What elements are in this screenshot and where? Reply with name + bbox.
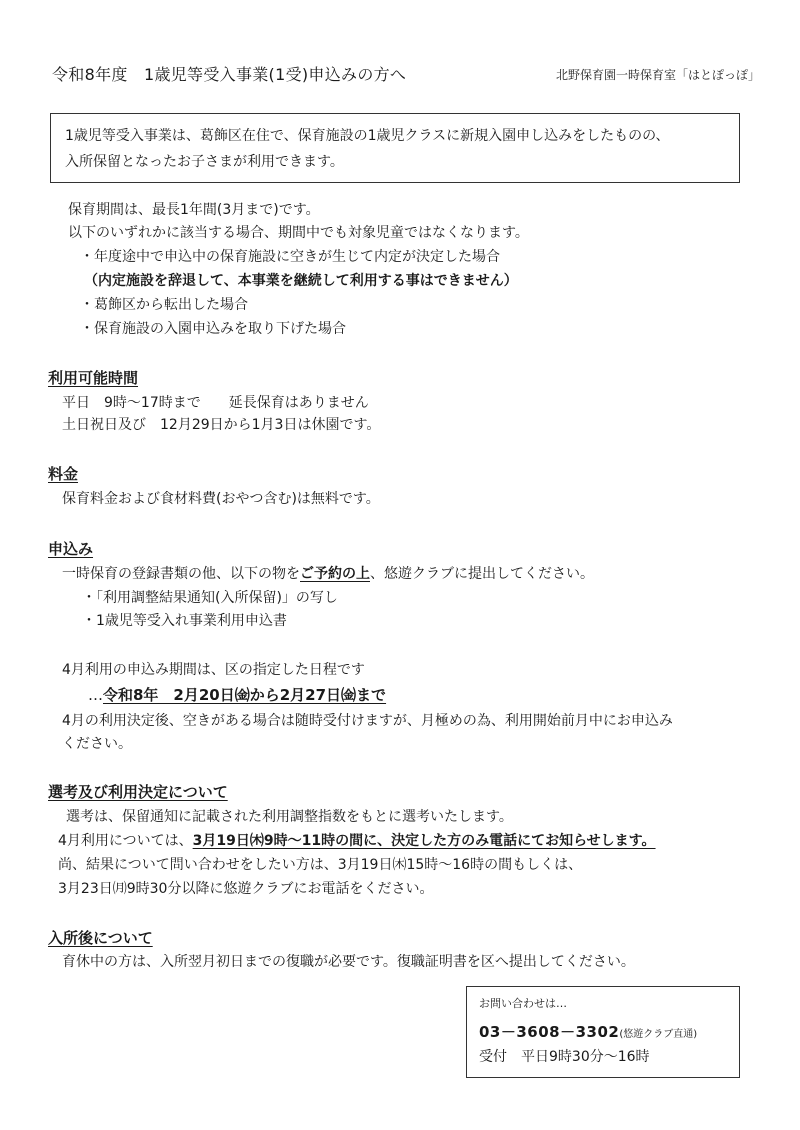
- fee-heading: 料金: [48, 465, 79, 483]
- period-condition-item: ・保育施設の入園申込みを取り下げた場合: [80, 321, 346, 337]
- notification-emphasis: 3月19日㈭9時～11時の間に、決定した方のみ電話にてお知らせします。: [192, 833, 656, 849]
- eligibility-notice-box: [50, 113, 740, 183]
- notice-line: 1歳児等受入事業は、葛飾区在住で、保育施設の1歳児クラスに新規入園申し込みをしたものの、: [65, 128, 670, 144]
- after-enrollment-text: 育休中の方は、入所翌月初日までの復職が必要です。復職証明書を区へ提出してください。: [62, 954, 635, 970]
- reservation-emphasis: ご予約の上: [300, 566, 370, 582]
- notice-line: 入所保留となったお子さまが利用できます。: [65, 154, 344, 170]
- application-heading: 申込み: [48, 540, 94, 558]
- organization-name: 北野保育園一時保育室「はとぽっぽ」: [555, 68, 760, 82]
- application-note: 4月の利用決定後、空きがある場合は随時受付けますが、月極めの為、利用開始前月中にお申込み: [62, 713, 673, 729]
- application-item: ・「利用調整結果通知(入所保留)」の写し: [82, 590, 338, 606]
- selection-text: 選考は、保留通知に記載された利用調整指数をもとに選考いたします。: [66, 809, 513, 825]
- hours-text: 土日祝日及び 12月29日から1月3日は休園です。: [62, 417, 381, 433]
- selection-text: 4月利用については、3月19日㈭9時～11時の間に、決定した方のみ電話にてお知らせします。: [58, 833, 656, 849]
- application-period-text: 4月利用の申込み期間は、区の指定した日程です: [62, 662, 365, 678]
- contact-phone-note: (悠遊クラブ直通): [619, 1029, 698, 1040]
- period-text: 保育期間は、最長1年間(3月まで)です。: [68, 202, 320, 218]
- contact-phone: 03－3608－3302(悠遊クラブ直通): [479, 1023, 698, 1041]
- selection-heading: 選考及び利用決定について: [48, 783, 228, 801]
- selection-text: 尚、結果について問い合わせをしたい方は、3月19日㈭15時～16時の間もしくは、: [58, 857, 583, 873]
- hours-text: 平日 9時～17時まで 延長保育はありません: [62, 395, 369, 411]
- application-text: 一時保育の登録書類の他、以下の物をご予約の上、悠遊クラブに提出してください。: [62, 566, 594, 582]
- page-title: 令和8年度 1歳児等受入事業(1受)申込みの方へ: [52, 65, 407, 84]
- period-condition-note: （内定施設を辞退して、本事業を継続して利用する事はできません）: [84, 273, 518, 289]
- after-enrollment-heading: 入所後について: [48, 929, 153, 947]
- application-date-range: …令和8年 2月20日㈮から2月27日㈮まで: [88, 686, 387, 704]
- period-text: 以下のいずれかに該当する場合、期間中でも対象児童ではなくなります。: [68, 225, 529, 241]
- contact-label: お問い合わせは…: [479, 997, 567, 1010]
- contact-box: [466, 986, 740, 1078]
- application-note: ください。: [62, 736, 132, 752]
- period-condition-item: ・年度途中で申込中の保育施設に空きが生じて内定が決定した場合: [80, 249, 500, 265]
- period-condition-item: ・葛飾区から転出した場合: [80, 297, 248, 313]
- application-item: ・1歳児等受入れ事業利用申込書: [82, 613, 287, 629]
- contact-hours: 受付 平日9時30分～16時: [479, 1049, 650, 1065]
- selection-text: 3月23日㈪9時30分以降に悠遊クラブにお電話をください。: [58, 881, 434, 897]
- fee-text: 保育料金および食材料費(おやつ含む)は無料です。: [62, 491, 380, 507]
- hours-heading: 利用可能時間: [48, 369, 139, 387]
